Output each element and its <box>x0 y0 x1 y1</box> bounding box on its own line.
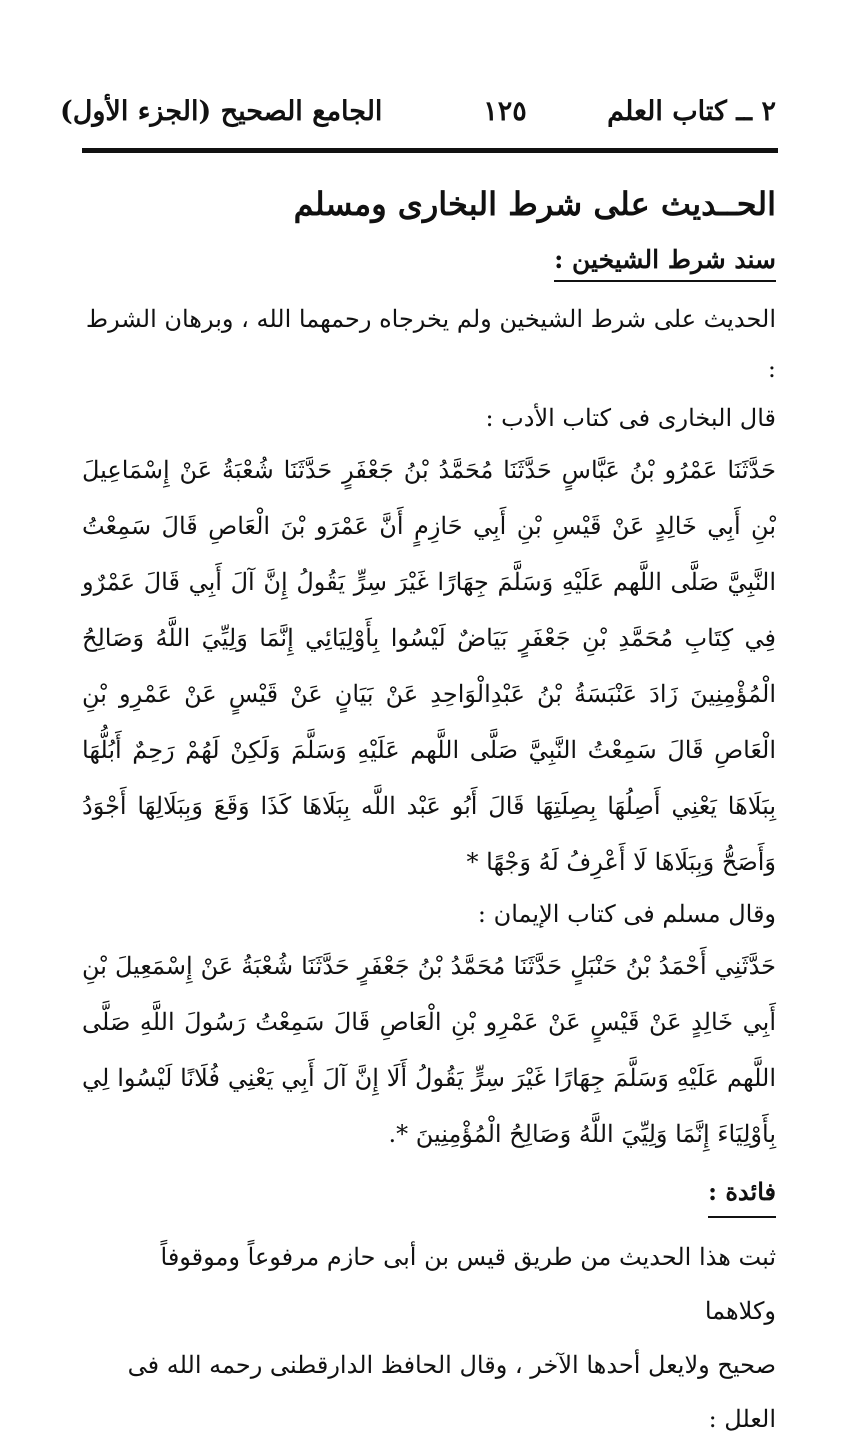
bukhari-heading: قال البخارى فى كتاب الأدب : <box>485 404 776 432</box>
header-chapter: ٢ ــ كتاب العلم <box>607 96 776 127</box>
page-number: ١٢٥ <box>483 96 527 127</box>
header-book-title: الجامع الصحيح (الجزء الأول) <box>60 96 383 127</box>
note-heading: فائدة : <box>708 1168 776 1218</box>
running-header <box>60 92 776 132</box>
sanad-heading-wrap <box>82 240 776 282</box>
note-line-2: صحيح ولايعل أحدها الآخر ، وقال الحافظ الدارقطنى رحمه الله فى العلل : <box>127 1351 776 1433</box>
section-title: الحــديث على شرط البخارى ومسلم <box>293 185 776 223</box>
bukhari-hadith: حَدَّثَنَا عَمْرُو بْنُ عَبَّاسٍ حَدَّثَنَا مُحَمَّدُ بْنُ جَعْفَرٍ حَدَّثَنَا شُعْبَةُ عَنْ إِسْمَاعِيلَ بْنِ أَبِي خَالِدٍ عَنْ قَيْسِ بْنِ أَبِي حَازِمٍ أَنَّ عَمْرَو بْنَ الْعَاصِ قَالَ سَمِعْتُ النَّبِيَّ صَلَّى اللَّهم عَلَيْهِ وَسَلَّمَ جِهَارًا غَيْرَ سِرٍّ يَقُولُ إِنَّ آلَ أَبِي قَالَ عَمْرٌو فِي كِتَابِ مُحَمَّدِ بْنِ جَعْفَرٍ بَيَاضٌ لَيْسُوا بِأَوْلِيَائِي إِنَّمَا وَلِيِّيَ اللَّهُ وَصَالِحُ الْمُؤْمِنِينَ زَادَ عَنْبَسَةُ بْنُ عَبْدِالْوَاحِدِ عَنْ بَيَانٍ عَنْ قَيْسٍ عَنْ عَمْرِو بْنِ الْعَاصِ قَالَ سَمِعْتُ النَّبِيَّ صَلَّى اللَّهم عَلَيْهِ وَسَلَّمَ وَلَكِنْ لَهُمْ رَحِمٌ أَبُلُّهَا بِبَلَاهَا يَعْنِي أَصِلُهَا بِصِلَتِهَا قَالَ أَبُو عَبْد اللَّه بِبَلَاهَا كَذَا وَقَعَ وَبِبَلَالِهَا أَجْوَدُ وَأَصَحُّ وَبِبَلَاهَا لَا أَعْرِفُ لَهُ وَجْهًا * <box>82 456 777 876</box>
intro-paragraph: الحديث على شرط الشيخين ولم يخرجاه رحمهما الله ، وبرهان الشرط : <box>85 305 776 383</box>
page-body <box>82 174 776 1446</box>
note-line-1: ثبت هذا الحديث من طريق قيس بن أبى حازم مرفوعاً وموقوفاً وكلاهما <box>160 1243 776 1325</box>
header-rule <box>82 148 778 153</box>
muslim-heading: وقال مسلم فى كتاب الإيمان : <box>477 900 776 928</box>
muslim-hadith: حَدَّثَنِي أَحْمَدُ بْنُ حَنْبَلٍ حَدَّثَنَا مُحَمَّدُ بْنُ جَعْفَرٍ حَدَّثَنَا شُعْبَةُ عَنْ إِسْمَعِيلَ بْنِ أَبِي خَالِدٍ عَنْ قَيْسٍ عَنْ عَمْرِو بْنِ الْعَاصِ قَالَ سَمِعْتُ رَسُولَ اللَّهِ صَلَّى اللَّهم عَلَيْهِ وَسَلَّمَ جِهَارًا غَيْرَ سِرٍّ يَقُولُ أَلَا إِنَّ آلَ أَبِي يَعْنِي فُلَانًا لَيْسُوا لِي بِأَوْلِيَاءَ إِنَّمَا وَلِيِّيَ اللَّهُ وَصَالِحُ الْمُؤْمِنِينَ *. <box>82 952 776 1148</box>
sanad-heading: سند شرط الشيخين : <box>554 240 776 282</box>
